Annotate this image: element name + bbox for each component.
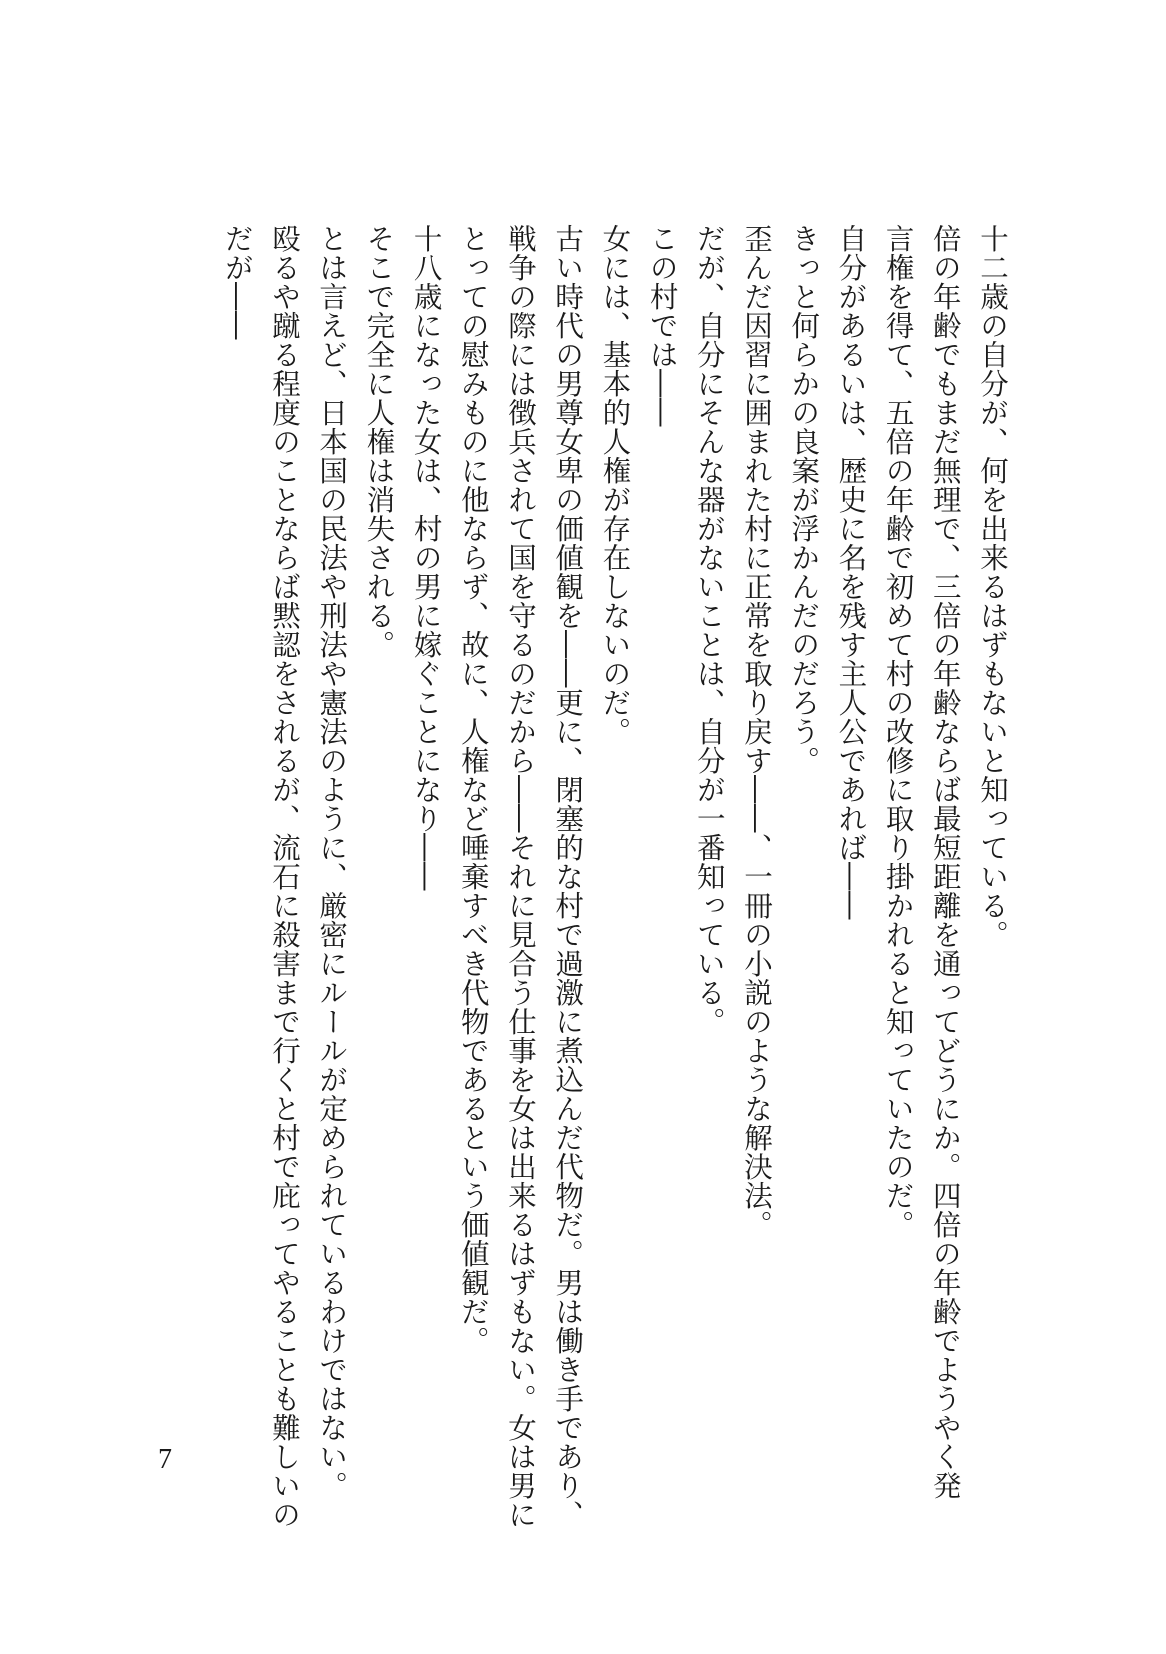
- text-line-11: 戦争の際には徴兵されて国を守るのだから――それに見合う仕事を女は出来るはずもない。女は男に: [503, 224, 537, 1529]
- text-line-15: とは言えど、日本国の民法や刑法や憲法のように、厳密にルールが定められているわけではない。: [315, 224, 349, 1500]
- page-number: 7: [158, 1444, 172, 1475]
- text-line-16: 殴るや蹴る程度のことならば黙認をされるが、流石に殺害まで行くと村で庇ってやることも難しいの: [267, 224, 301, 1529]
- text-line-9: 女には、基本的人権が存在しないのだ。: [598, 224, 632, 746]
- text-line-3: 言権を得て、五倍の年齢で初めて村の改修に取り掛かれると知っていたのだ。: [881, 224, 915, 1239]
- text-line-1: 十二歳の自分が、何を出来るはずもないと知っている。: [976, 224, 1009, 949]
- text-line-6: 歪んだ因習に囲まれた村に正常を取り戻す――、一冊の小説のような解決法。: [739, 224, 773, 1239]
- text-line-12: とっての慰みものに他ならず、故に、人権など唾棄すべき代物であるという価値観だ。: [456, 224, 490, 1355]
- text-line-8: この村では――: [645, 224, 679, 427]
- text-line-5: きっと何らかの良案が浮かんだのだろう。: [787, 224, 821, 775]
- body-text: [214, 224, 1016, 1529]
- text-line-4: 自分があるいは、歴史に名を残す主人公であれば――: [834, 224, 868, 920]
- text-line-13: 十八歳になった女は、村の男に嫁ぐことになり――: [409, 224, 443, 891]
- text-line-14: そこで完全に人権は消失される。: [362, 224, 396, 659]
- text-line-7: だが、自分にそんな器がないことは、自分が一番知っている。: [692, 224, 726, 1036]
- text-line-2: 倍の年齢でもまだ無理で、三倍の年齢ならば最短距離を通ってどうにか。四倍の年齢でようやく発: [928, 224, 962, 1500]
- text-line-17: だが――: [220, 224, 254, 340]
- text-line-10: 古い時代の男尊女卑の価値観を――更に、閉塞的な村で過激に煮込んだ代物だ。男は働き手であり、: [551, 224, 585, 1529]
